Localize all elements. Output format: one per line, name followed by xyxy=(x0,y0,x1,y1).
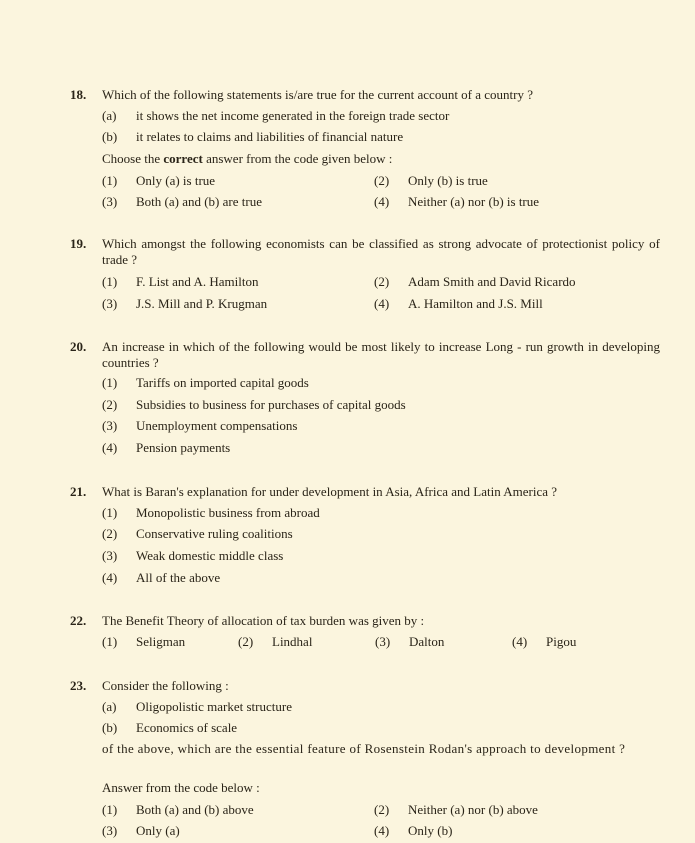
option-label: (4) xyxy=(512,634,528,649)
statement-a xyxy=(102,108,660,126)
option-3[interactable]: Both (a) and (b) are true xyxy=(136,194,262,209)
option-4[interactable]: Pension payments xyxy=(136,440,231,455)
option-1[interactable]: Both (a) and (b) above xyxy=(136,802,254,817)
statement-text: it relates to claims and liabilities of financial nature xyxy=(136,129,404,144)
statement-text: Oligopolistic market structure xyxy=(136,699,292,714)
option-3[interactable]: Weak domestic middle class xyxy=(136,548,284,563)
options-row-2 xyxy=(102,823,660,841)
option-label: (3) xyxy=(375,634,391,649)
option-label: (4) xyxy=(374,194,390,209)
option-2[interactable]: Neither (a) nor (b) above xyxy=(408,802,538,817)
option-label: (3) xyxy=(102,296,118,311)
question-text: What is Baran's explanation for under development in Asia, Africa and Latin America ? xyxy=(102,484,558,499)
question-21 xyxy=(70,484,660,584)
option-label: (2) xyxy=(102,397,118,412)
instruction-post: answer from the code given below : xyxy=(202,151,393,166)
option-label: (1) xyxy=(102,173,118,188)
question-number: 20. xyxy=(70,339,87,354)
question-text: Which amongst the following economists can be classified as strong advocate of protectionist policy of trade ? xyxy=(102,236,660,267)
option-label: (3) xyxy=(102,194,118,209)
option-4[interactable]: Only (b) xyxy=(408,823,453,838)
option-2[interactable]: Subsidies to business for purchases of capital goods xyxy=(136,397,406,412)
option-label: (3) xyxy=(102,418,118,433)
option-2[interactable]: Lindhal xyxy=(272,634,313,649)
question-number: 23. xyxy=(70,678,87,693)
option-1[interactable]: Only (a) is true xyxy=(136,173,216,188)
options-row-1 xyxy=(102,173,660,191)
option-label: (4) xyxy=(102,440,118,455)
option-2[interactable]: Adam Smith and David Ricardo xyxy=(408,274,576,289)
statement-label: (b) xyxy=(102,129,118,144)
question-19 xyxy=(70,236,660,316)
option-row xyxy=(102,548,660,566)
option-label: (1) xyxy=(102,375,118,390)
option-label: (1) xyxy=(102,505,118,520)
option-1[interactable]: Tariffs on imported capital goods xyxy=(136,375,309,390)
option-3[interactable]: Dalton xyxy=(409,634,445,649)
statement-b xyxy=(102,720,660,738)
option-3[interactable]: Unemployment compensations xyxy=(136,418,298,433)
option-label: (1) xyxy=(102,274,118,289)
option-label: (3) xyxy=(102,548,118,563)
option-label: (2) xyxy=(238,634,254,649)
option-row xyxy=(102,418,660,436)
option-3[interactable]: J.S. Mill and P. Krugman xyxy=(136,296,268,311)
instruction-bold: correct xyxy=(163,151,203,166)
question-20 xyxy=(70,339,660,459)
statement-label: (a) xyxy=(102,108,117,123)
option-4[interactable]: A. Hamilton and J.S. Mill xyxy=(408,296,543,311)
option-label: (3) xyxy=(102,823,118,838)
statement-label: (b) xyxy=(102,720,118,735)
option-1[interactable]: Seligman xyxy=(136,634,186,649)
option-row xyxy=(102,397,660,415)
option-row xyxy=(102,505,660,523)
instruction-pre: Choose the xyxy=(102,151,164,166)
instruction-text: Answer from the code below : xyxy=(102,780,260,795)
question-number: 18. xyxy=(70,87,87,102)
options-row-1 xyxy=(102,802,660,820)
question-number: 21. xyxy=(70,484,87,499)
question-followup: of the above, which are the essential feature of Rosenstein Rodan's approach to development ? xyxy=(102,741,626,756)
option-label: (2) xyxy=(374,173,390,188)
question-23 xyxy=(70,678,660,838)
statement-text: it shows the net income generated in the foreign trade sector xyxy=(136,108,450,123)
statement-b xyxy=(102,129,660,147)
option-4[interactable]: Neither (a) nor (b) is true xyxy=(408,194,540,209)
option-3[interactable]: Only (a) xyxy=(136,823,180,838)
option-2[interactable]: Conservative ruling coalitions xyxy=(136,526,293,541)
question-number: 19. xyxy=(70,236,87,251)
options-row-1 xyxy=(102,274,660,292)
option-2[interactable]: Only (b) is true xyxy=(408,173,488,188)
option-label: (2) xyxy=(374,802,390,817)
option-row xyxy=(102,570,660,588)
option-row xyxy=(102,375,660,393)
question-text: The Benefit Theory of allocation of tax burden was given by : xyxy=(102,613,425,628)
option-row xyxy=(102,440,660,458)
question-text: An increase in which of the following would be most likely to increase Long - run growth in developing countries ? xyxy=(102,339,660,370)
question-text: Consider the following : xyxy=(102,678,229,693)
instruction xyxy=(102,151,660,169)
question-number: 22. xyxy=(70,613,87,628)
option-row xyxy=(102,526,660,544)
option-1[interactable]: Monopolistic business from abroad xyxy=(136,505,320,520)
question-18 xyxy=(70,87,660,217)
option-4[interactable]: All of the above xyxy=(136,570,221,585)
option-label: (1) xyxy=(102,802,118,817)
options-row xyxy=(102,634,660,652)
statement-a xyxy=(102,699,660,717)
question-22 xyxy=(70,613,660,653)
option-label: (1) xyxy=(102,634,118,649)
option-label: (4) xyxy=(374,296,390,311)
option-4[interactable]: Pigou xyxy=(546,634,577,649)
statement-text: Economics of scale xyxy=(136,720,238,735)
statement-label: (a) xyxy=(102,699,117,714)
option-label: (2) xyxy=(102,526,118,541)
options-row-2 xyxy=(102,194,660,212)
option-label: (4) xyxy=(102,570,118,585)
instruction xyxy=(102,780,660,798)
options-row-2 xyxy=(102,296,660,314)
question-text: Which of the following statements is/are true for the current account of a country ? xyxy=(102,87,534,102)
option-label: (4) xyxy=(374,823,390,838)
option-1[interactable]: F. List and A. Hamilton xyxy=(136,274,259,289)
option-label: (2) xyxy=(374,274,390,289)
